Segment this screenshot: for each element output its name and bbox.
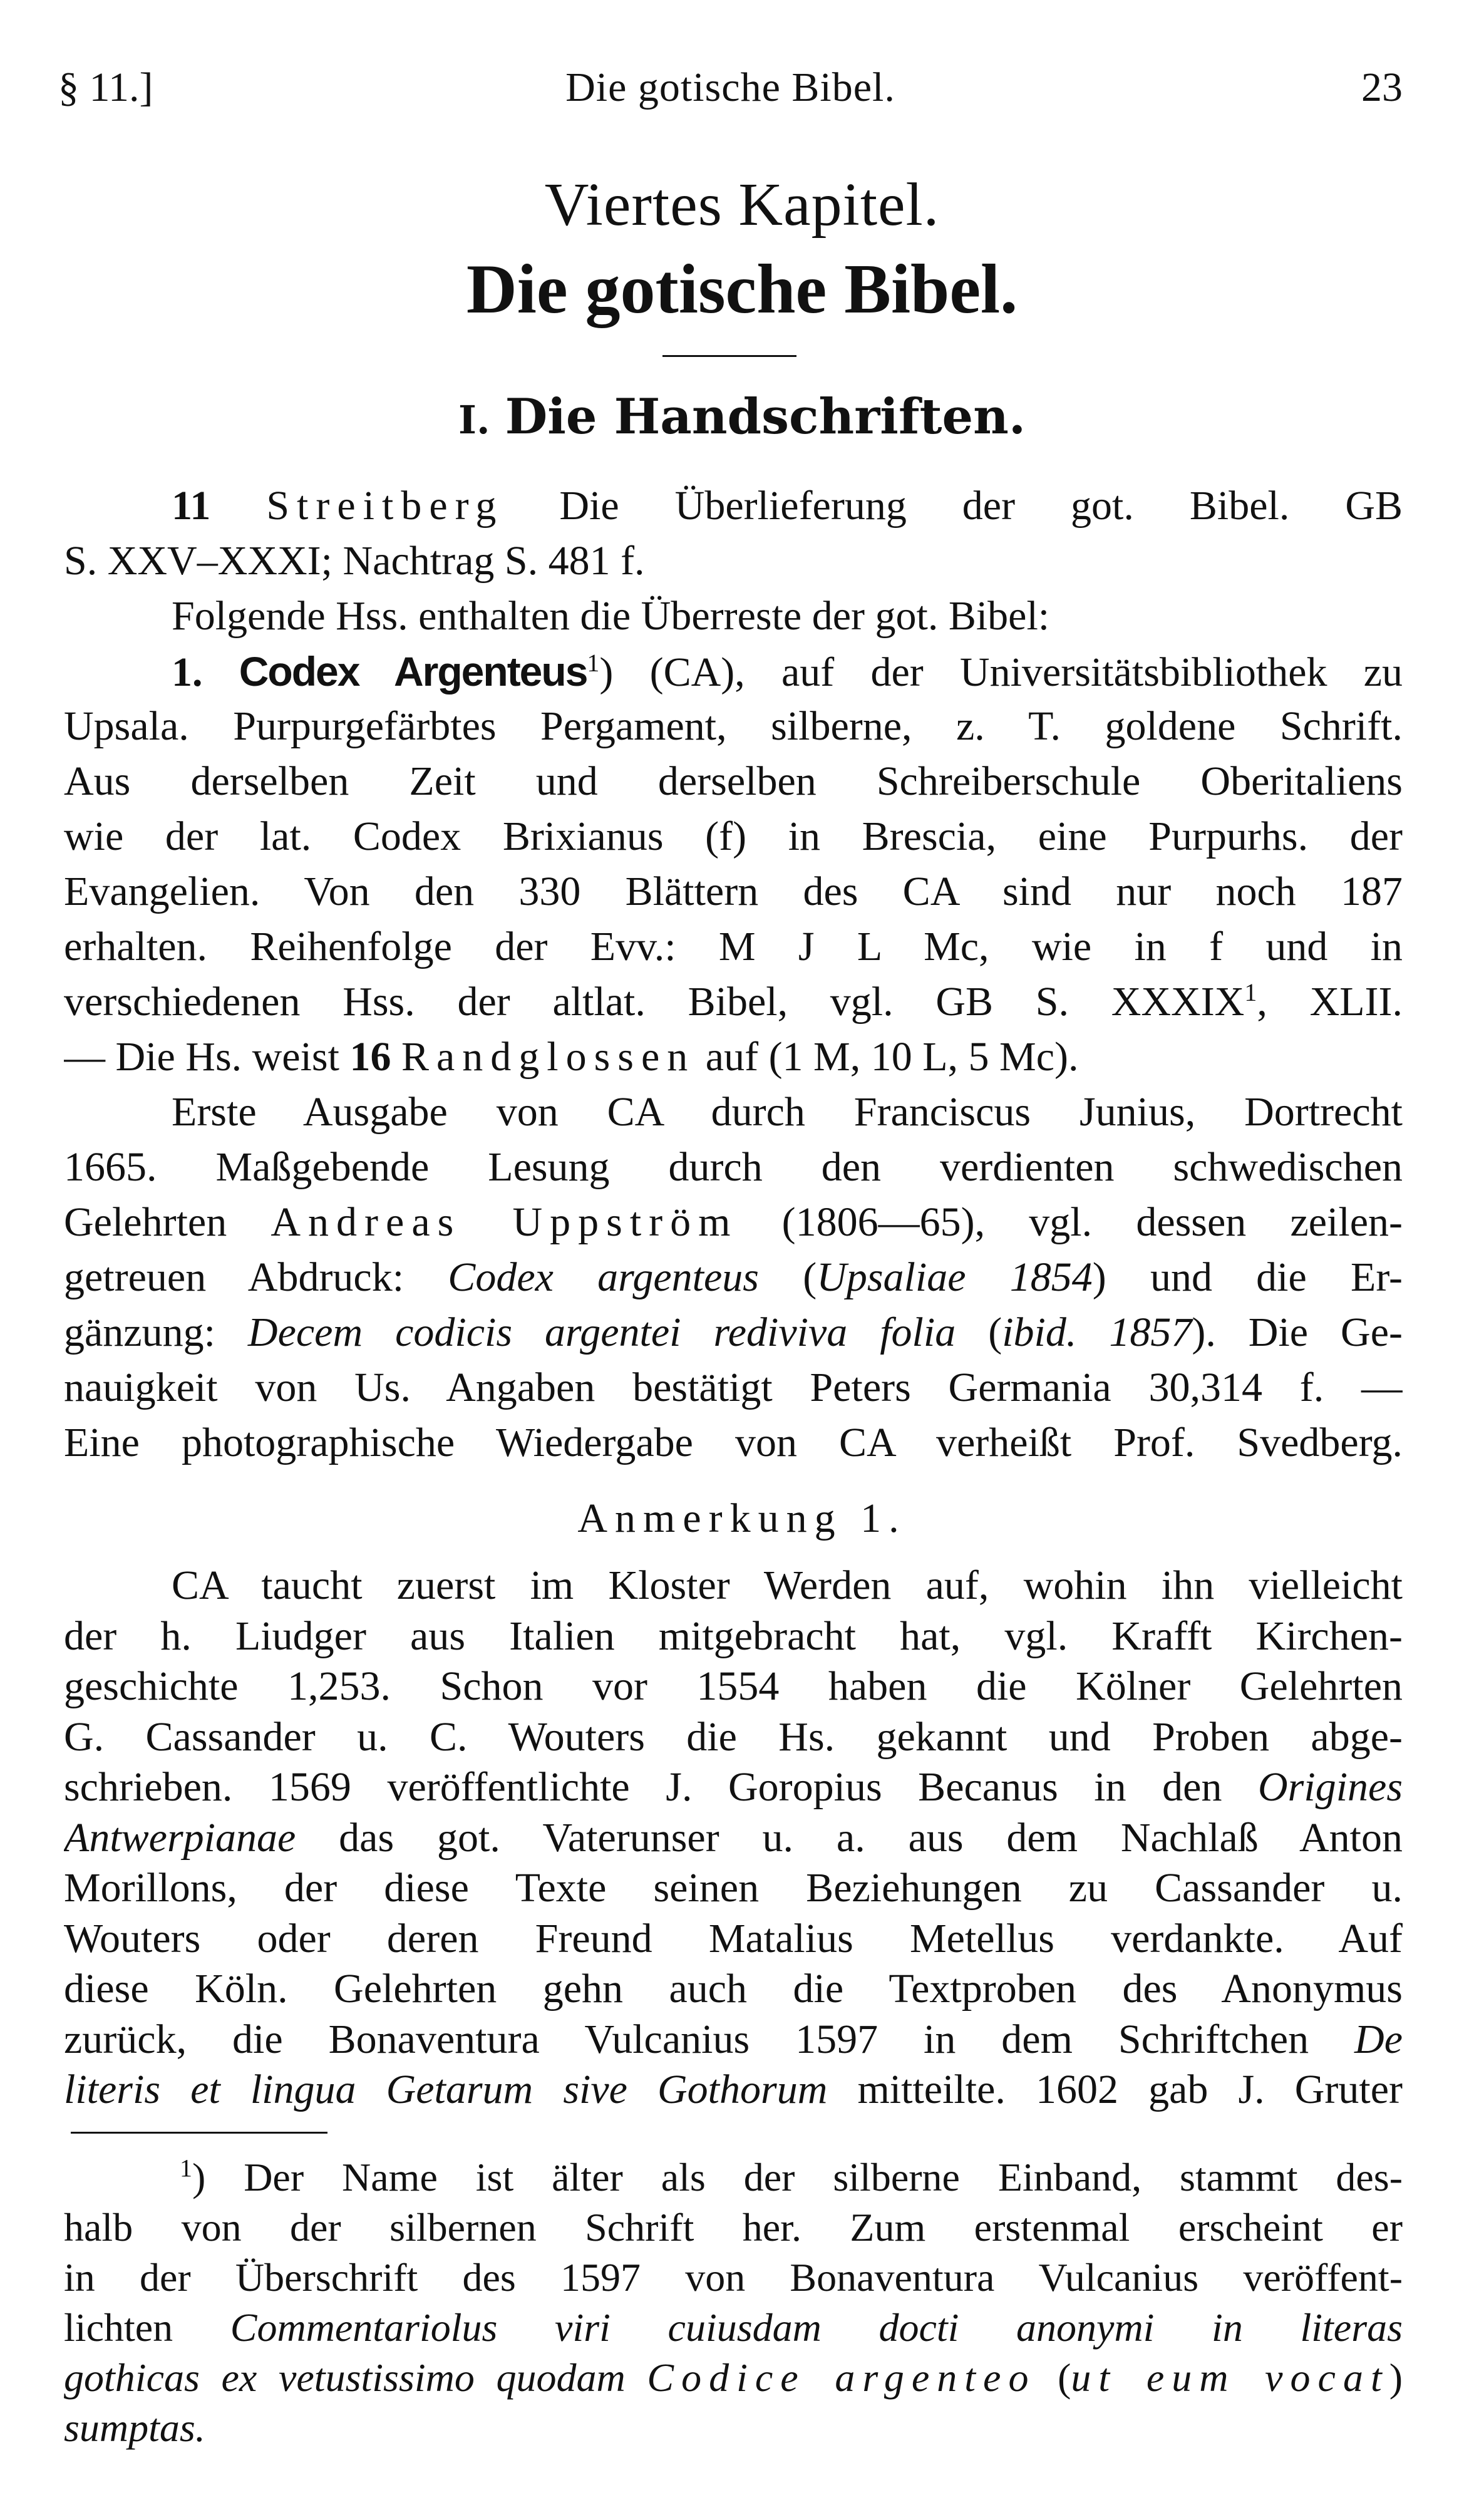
text-line: Wouters oder deren Freund Matalius Metellus verdankte. Auf [64, 1915, 1403, 1961]
title-divider [662, 355, 796, 357]
text-line: Folgende Hss. enthalten die Überreste der got. Bibel: [172, 593, 1050, 639]
text-line: geschichte 1,253. Schon vor 1554 haben die Kölner Gelehrten [64, 1663, 1403, 1709]
text-line: getreuen Abdruck: Codex argenteus (Upsaliae 1854) und die Er- [64, 1254, 1403, 1300]
footnote-ref: 1 [587, 649, 600, 677]
footnote-line: gothicas ex vetustissimo quodam Codice argenteo (ut eum vocat) [64, 2355, 1403, 2400]
text-line: Erste Ausgabe von CA durch Franciscus Junius, Dortrecht [172, 1089, 1403, 1135]
footnote-divider [71, 2132, 327, 2134]
running-title: Die gotische Bibel. [565, 65, 895, 110]
text-line: diese Köln. Gelehrten gehn auch die Textproben des Anonymus [64, 1966, 1403, 2012]
footnote-line: sumptas. [64, 2405, 205, 2450]
text-line: 11 Streitberg Die Überlieferung der got. Bibel. GB [172, 483, 1403, 529]
section-number: I. [458, 397, 490, 443]
text-line: literis et lingua Getarum sive Gothorum mitteilte. 1602 gab J. Gruter [64, 2067, 1403, 2112]
text-line: Morillons, der diese Texte seinen Beziehungen zu Cassander u. [64, 1865, 1403, 1911]
text-line: 1665. Maßgebende Lesung durch den verdienten schwedischen [64, 1144, 1403, 1190]
text-line: S. XXV–XXXI; Nachtrag S. 481 f. [64, 538, 645, 584]
text-line: gänzung: Decem codicis argentei rediviva folia (ibid. 1857). Die Ge- [64, 1309, 1403, 1355]
text-line: Antwerpianae das got. Vaterunser u. a. aus dem Nachlaß Anton [64, 1814, 1403, 1861]
text-line: schrieben. 1569 veröffentlichte J. Goropius Becanus in den Origines [64, 1764, 1403, 1810]
running-head [58, 63, 1403, 113]
footnote-line: lichten Commentariolus viri cuiusdam docti anonymi in literas [64, 2305, 1403, 2350]
text-line: der h. Liudger aus Italien mitgebracht hat, vgl. Krafft Kirchen- [64, 1613, 1403, 1659]
text-line: Aus derselben Zeit und derselben Schreiberschule Oberitaliens [64, 758, 1403, 804]
text-line: — Die Hs. weist 16 Randglossen auf (1 M, 10 L, 5 Mc). [64, 1034, 1079, 1080]
text-line: CA taucht zuerst im Kloster Werden auf, wohin ihn vielleicht [172, 1562, 1403, 1608]
manuscript-name: Codex Argenteus [239, 648, 587, 695]
chapter-label: Viertes Kapitel. [544, 171, 940, 239]
text-line: verschiedenen Hss. der altlat. Bibel, vgl. GB S. XXXIX$^1$, XLII. [64, 978, 1403, 1025]
text-line: erhalten. Reihenfolge der Evv.: M J L Mc, wie in f und in [64, 924, 1403, 969]
note-text [64, 1561, 1403, 2115]
section-reference: § 11.] [58, 65, 153, 110]
text-line: Gelehrten Andreas Uppström (1806—65), vgl. dessen zeilen- [64, 1199, 1403, 1245]
footnote-line: halb von der silbernen Schrift her. Zum erstenmal erscheint er [64, 2205, 1403, 2249]
footnote-line: $^1$) Der Name ist älter als der silberne Einband, stammt des- [180, 2154, 1403, 2199]
note-heading: Anmerkung 1. [577, 1495, 907, 1541]
text-line: zurück, die Bonaventura Vulcanius 1597 in dem Schriftchen De [64, 2016, 1403, 2062]
footnote-marker: 1 [180, 2154, 192, 2182]
text-line: Eine photographische Wiedergabe von CA verheißt Prof. Svedberg. [64, 1420, 1403, 1465]
text-line: G. Cassander u. C. Wouters die Hs. gekannt und Proben abge- [64, 1713, 1403, 1760]
footnote-line: in der Überschrift des 1597 von Bonaventura Vulcanius veröffent- [64, 2255, 1403, 2300]
footnotes [64, 2152, 1403, 2453]
text-line: Upsala. Purpurgefärbtes Pergament, silberne, z. T. goldene Schrift. [64, 703, 1403, 749]
chapter-title: Die gotische Bibel. [466, 250, 1018, 328]
section-heading [0, 386, 1484, 452]
page-number: 23 [1361, 65, 1403, 110]
section-title-text: Die Handschriften. [505, 388, 1026, 445]
text-line: Evangelien. Von den 330 Blättern des CA sind nur noch 187 [64, 869, 1403, 914]
text-line: nauigkeit von Us. Angaben bestätigt Peters Germania 30,314 f. — [64, 1365, 1403, 1410]
main-text [64, 478, 1403, 1470]
text-line: 1. Codex Argenteus$^1$) (CA), auf der Universitätsbibliothek zu [172, 648, 1403, 695]
text-line: wie der lat. Codex Brixianus (f) in Brescia, eine Purpurhs. der [64, 813, 1403, 859]
